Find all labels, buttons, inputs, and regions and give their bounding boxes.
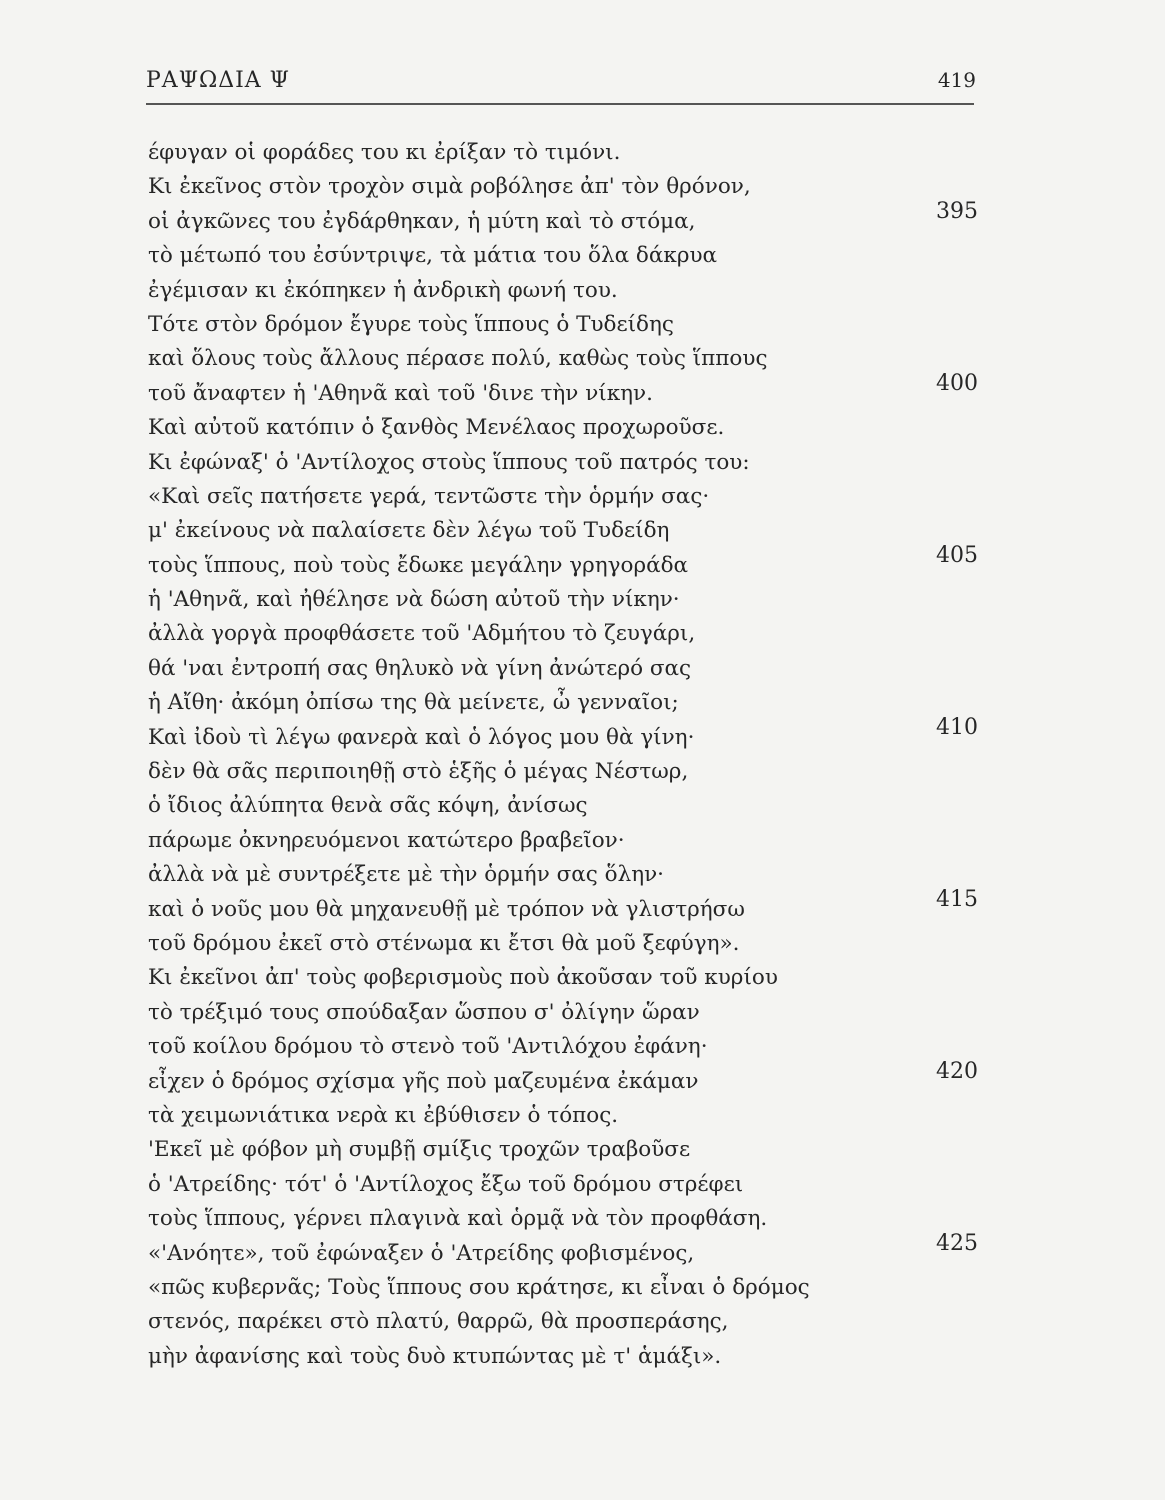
verse-text: τοὺς ἵππους, ποὺ τοὺς ἔδωκε μεγάλην γρηγοράδα [148,552,689,578]
verse-text: Τότε στὸν δρόμον ἔγυρε τοὺς ἵππους ὁ Τυδείδης [148,311,674,337]
verse-text: τὰ χειμωνιάτικα νερὰ κι ἐβύθισεν ὁ τόπος. [148,1102,619,1128]
line-number: 425 [936,1230,978,1256]
verse-text: ὁ 'Ατρείδης· τότ' ὁ 'Αντίλοχος ἔξω τοῦ δρόμου στρέφει [148,1171,744,1197]
verse-text: ἐγέμισαν κι ἐκόπηκεν ἡ ἀνδρικὴ φωνή του. [148,277,618,303]
line-number: 400 [936,370,978,396]
verse-text: Κι ἐκεῖνος στὸν τροχὸν σιμὰ ροβόλησε ἀπ' τὸν θρόνον, [148,174,751,200]
verse-block [148,136,978,1374]
verse-line [148,1230,978,1271]
verse-text: ἡ Αἴθη· ἀκόμη ὀπίσω της θὰ μείνετε, ὦ γενναῖοι; [148,690,679,716]
verse-line [148,1168,978,1202]
verse-line [148,446,978,480]
verse-text: δὲν θὰ σᾶς περιποιηθῇ στὸ ἑξῆς ὁ μέγας Νέστωρ, [148,759,689,785]
verse-text: τοῦ κοίλου δρόμου τὸ στενὸ τοῦ 'Αντιλόχου ἐφάνη· [148,1034,708,1060]
page-header [146,68,976,104]
verse-line [148,789,978,823]
verse-line [148,514,978,548]
verse-line [148,542,978,583]
verse-line [148,1271,978,1305]
verse-text: τοῦ δρόμου ἐκεῖ στὸ στένωμα κι ἔτσι θὰ μοῦ ξεφύγη». [148,930,740,956]
verse-text: «Καὶ σεῖς πατήσετε γερά, τεντῶστε τὴν ὁρμήν σας· [148,483,710,509]
verse-line [148,652,978,686]
verse-text: Κι ἐφώναξ' ὁ 'Αντίλοχος στοὺς ἵππους τοῦ πατρός του: [148,449,750,475]
verse-text: τὸ μέτωπό του ἐσύντριψε, τὰ μάτια του ὅλα δάκρυα [148,243,718,269]
line-number: 405 [936,542,978,568]
verse-line [148,996,978,1030]
verse-line [148,583,978,617]
verse-text: ἀλλὰ γοργὰ προφθάσετε τοῦ 'Αδμήτου τὸ ζευγάρι, [148,621,696,647]
verse-text: Κι ἐκεῖνοι ἀπ' τοὺς φοβερισμοὺς ποὺ ἀκοῦσαν τοῦ κυρίου [148,965,778,991]
verse-text: στενός, παρέκει στὸ πλατύ, θαρρῶ, θὰ προσπεράσης, [148,1309,729,1335]
verse-line [148,1133,978,1167]
line-number: 415 [936,886,978,912]
verse-line [148,1202,978,1236]
verse-line [148,858,978,892]
verse-line [148,1305,978,1339]
verse-line [148,342,978,376]
verse-line [148,824,978,858]
verse-text: οἱ ἀγκῶνες του ἐγδάρθηκαν, ἡ μύτη καὶ τὸ στόμα, [148,208,696,234]
verse-line [148,1058,978,1099]
verse-text: ὁ ἴδιος ἀλύπητα θενὰ σᾶς κόψη, ἀνίσως [148,793,588,819]
verse-line [148,274,978,308]
verse-text: πάρωμε ὀκνηρευόμενοι κατώτερο βραβεῖον· [148,827,625,853]
verse-line [148,411,978,445]
verse-text: Καὶ αὐτοῦ κατόπιν ὁ ξανθὸς Μενέλαος προχωροῦσε. [148,415,725,441]
verse-line [148,1340,978,1374]
verse-line [148,239,978,273]
verse-line [148,886,978,927]
verse-text: ἀλλὰ νὰ μὲ συντρέξετε μὲ τὴν ὁρμήν σας ὅλην· [148,862,665,888]
line-number: 395 [936,198,978,224]
verse-text: Καὶ ἰδοὺ τὶ λέγω φανερὰ καὶ ὁ λόγος μου θὰ γίνη· [148,724,695,750]
verse-line [148,961,978,995]
page-number: 419 [937,68,976,92]
verse-text: «'Ανόητε», τοῦ ἐφώναξεν ὁ 'Ατρείδης φοβισμένος, [148,1240,695,1266]
verse-text: «πῶς κυβερνᾶς; Τοὺς ἵππους σου κράτησε, κι εἶναι ὁ δρόμος [148,1274,810,1300]
verse-line [148,198,978,239]
verse-text: τοὺς ἵππους, γέρνει πλαγινὰ καὶ ὁρμᾷ νὰ τὸν προφθάση. [148,1206,768,1232]
verse-text: μὴν ἀφανίσης καὶ τοὺς δυὸ κτυπώντας μὲ τ' ἁμάξι». [148,1343,722,1369]
verse-line [148,136,978,170]
verse-text: καὶ ὅλους τοὺς ἄλλους πέρασε πολύ, καθὼς τοὺς ἵππους [148,346,768,372]
verse-line [148,308,978,342]
verse-line [148,1030,978,1064]
verse-line [148,755,978,789]
verse-line [148,714,978,755]
line-number: 410 [936,714,978,740]
verse-line [148,170,978,204]
verse-text: έφυγαν οἱ φοράδες του κι ἐρίξαν τὸ τιμόνι. [148,140,621,165]
verse-text: μ' ἐκείνους νὰ παλαίσετε δὲν λέγω τοῦ Τυδείδη [148,518,670,544]
verse-text: τοῦ ἄναφτεν ἡ 'Αθηνᾶ καὶ τοῦ 'δινε τὴν νίκην. [148,380,653,406]
running-head: ΡΑΨΩΔΙΑ Ψ [146,68,290,93]
verse-text: καὶ ὁ νοῦς μου θὰ μηχανευθῇ μὲ τρόπον νὰ γλιστρήσω [148,896,745,922]
verse-text: ἡ 'Αθηνᾶ, καὶ ἠθέλησε νὰ δώση αὐτοῦ τὴν νίκην· [148,587,680,613]
verse-line [148,480,978,514]
verse-text: εἶχεν ὁ δρόμος σχίσμα γῆς ποὺ μαζευμένα ἐκάμαν [148,1068,699,1094]
line-number: 420 [936,1058,978,1084]
header-rule [146,103,974,105]
verse-text: θά 'ναι ἐντροπή σας θηλυκὸ νὰ γίνη ἀνώτερό σας [148,655,692,681]
verse-line [148,1099,978,1133]
verse-line [148,927,978,961]
verse-text: 'Εκεῖ μὲ φόβον μὴ συμβῇ σμίξις τροχῶν τραβοῦσε [148,1137,691,1163]
verse-line [148,617,978,651]
verse-line [148,686,978,720]
verse-line [148,370,978,411]
verse-text: τὸ τρέξιμό τους σπούδαξαν ὥσπου σ' ὀλίγην ὥραν [148,999,700,1025]
